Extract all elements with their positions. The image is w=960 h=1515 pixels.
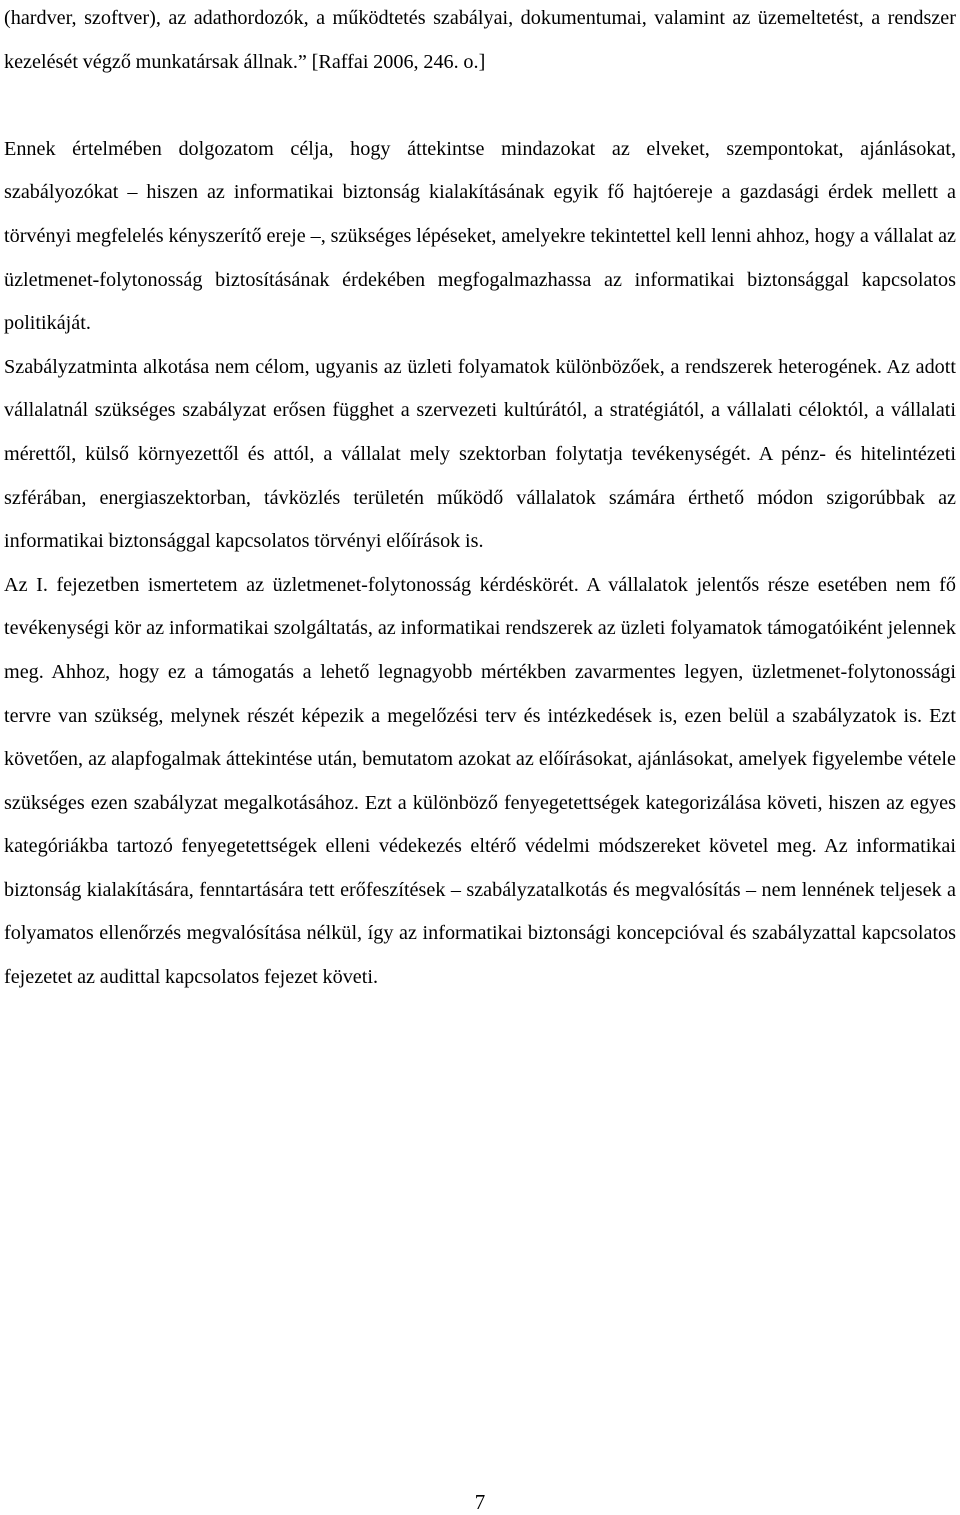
page-number: 7	[474, 1490, 486, 1514]
paragraph-purpose: Ennek értelmében dolgozatom célja, hogy áttekintse mindazokat az elveket, szempontokat, ajánlásokat, szabályozókat – hiszen az informatikai biztonság kialakításának egyik fő hajtóereje a gazdasági érdek mellett a törvényi megfelelés kényszerítő ereje –, szükséges lépéseket, amelyekre tekintettel kell lenni ahhoz, hogy a vállalat az üzletmenet-folytonosság biztosításának érdekében megfogalmazhassa az informatikai biztonsággal kapcsolatos politikáját.	[4, 137, 956, 335]
paragraph-scope: Szabályzatminta alkotása nem célom, ugyanis az üzleti folyamatok különbözőek, a rendszerek heterogének. Az adott vállalatnál szükséges szabályzat erősen függhet a szervezeti kultúrától, a stratégiától, a vállalati céloktól, a vállalati mérettől, külső környezettől és attól, a vállalat mely szektorban folytatja tevékenységét. A pénz- és hitelintézeti szférában, energiaszektorban, távközlés területén működő vállalatok számára érthető módon szigorúbbak az informatikai biztonsággal kapcsolatos törvényi előírások is.	[4, 355, 956, 553]
document-page	[4, 0, 956, 1000]
paragraph-citation: (hardver, szoftver), az adathordozók, a működtetés szabályai, dokumentumai, valamint az üzemeltetést, a rendszer kezelését végző munkatársak állnak.” [Raffai 2006, 246. o.]	[4, 7, 956, 73]
paragraph-structure: Az I. fejezetben ismertetem az üzletmenet-folytonosság kérdéskörét. A vállalatok jelentős része esetében nem fő tevékenységi kör az informatikai szolgáltatás, az informatikai rendszerek az üzleti folyamatok támogatóiként jelennek meg. Ahhoz, hogy ez a támogatás a lehető legnagyobb mértékben zavarmentes legyen, üzletmenet-folytonossági tervre van szükség, melynek részét képezik a megelőzési terv és intézkedések is, ezen belül a szabályzatok is. Ezt követően, az alapfogalmak áttekintése után, bemutatom azokat az előírásokat, ajánlásokat, amelyek figyelembe vétele szükséges ezen szabályzat megalkotásához. Ezt a különböző fenyegetettségek kategorizálása követi, hiszen az egyes kategóriákba tartozó fenyegetettségek elleni védekezés eltérő védelmi módszereket követel meg. Az informatikai biztonság kialakítására, fenntartására tett erőfeszítések – szabályzatalkotás és megvalósítás – nem lennének teljesek a folyamatos ellenőrzés megvalósítása nélkül, így az informatikai biztonsági koncepcióval és szabályzattal kapcsolatos fejezetet az audittal kapcsolatos fejezet követi.	[4, 573, 956, 989]
